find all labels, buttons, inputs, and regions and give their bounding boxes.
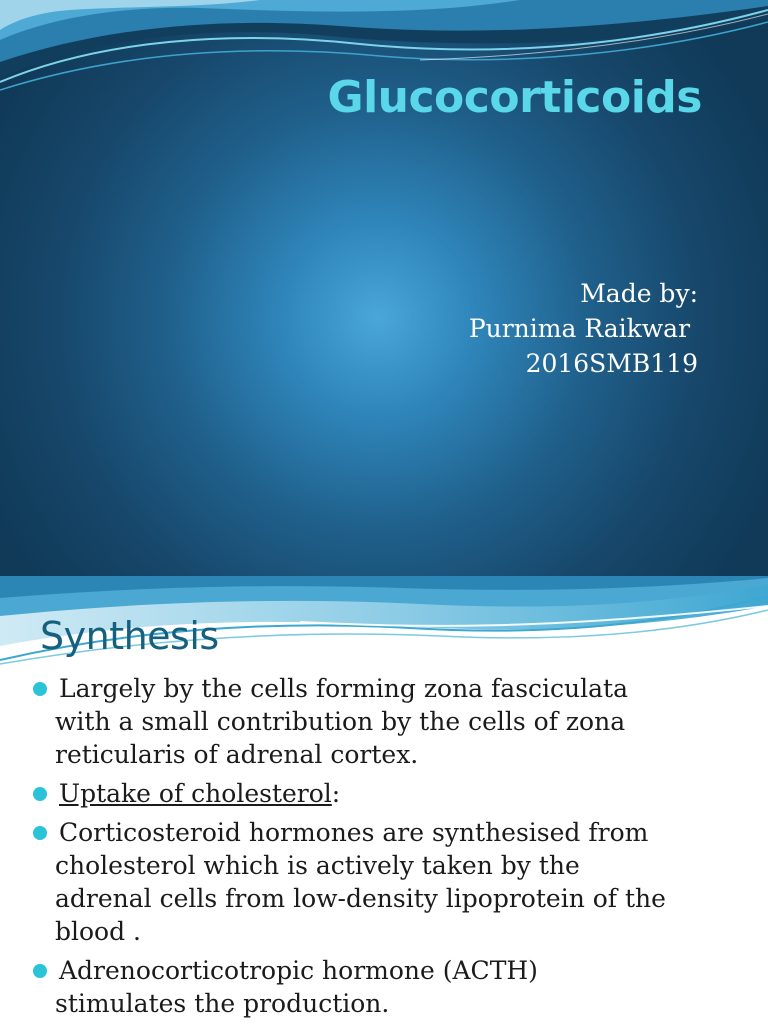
- underlined-term: Uptake of cholesterol: [59, 779, 332, 808]
- slide-title: Glucocorticoids: [327, 72, 702, 123]
- author-name: Purnima Raikwar: [468, 314, 698, 343]
- bullet-item: [0, 777, 768, 810]
- bullet-item: [0, 954, 768, 1020]
- bullet-item: [0, 672, 768, 771]
- bullet-line: cholesterol which is actively taken by the: [55, 851, 580, 880]
- author-block: [0, 276, 698, 381]
- bullet-line: adrenal cells from low-density lipoprotein of the: [55, 884, 666, 913]
- bullet-dot-icon: [33, 826, 47, 840]
- slide-heading: Synthesis: [40, 614, 219, 658]
- bullet-dot-icon: [33, 787, 47, 801]
- bullet-list: [0, 672, 768, 1024]
- bullet-item: [0, 816, 768, 948]
- bullet-line: Largely by the cells forming zona fasciculata: [59, 674, 628, 703]
- bullet-dot-icon: [33, 964, 47, 978]
- made-by-label: Made by:: [580, 279, 698, 308]
- bullet-line: stimulates the production.: [55, 989, 390, 1018]
- bullet-line: blood .: [55, 917, 141, 946]
- student-id: 2016SMB119: [525, 349, 698, 378]
- bullet-line: [59, 777, 748, 810]
- bullet-line: with a small contribution by the cells of zona: [55, 707, 626, 736]
- bullet-suffix: :: [331, 779, 341, 808]
- bullet-line: Adrenocorticotropic hormone (ACTH): [59, 956, 538, 985]
- bullet-dot-icon: [33, 682, 47, 696]
- bullet-line: reticularis of adrenal cortex.: [55, 740, 419, 769]
- content-slide: [0, 576, 768, 1024]
- bullet-line: Corticosteroid hormones are synthesised from: [59, 818, 649, 847]
